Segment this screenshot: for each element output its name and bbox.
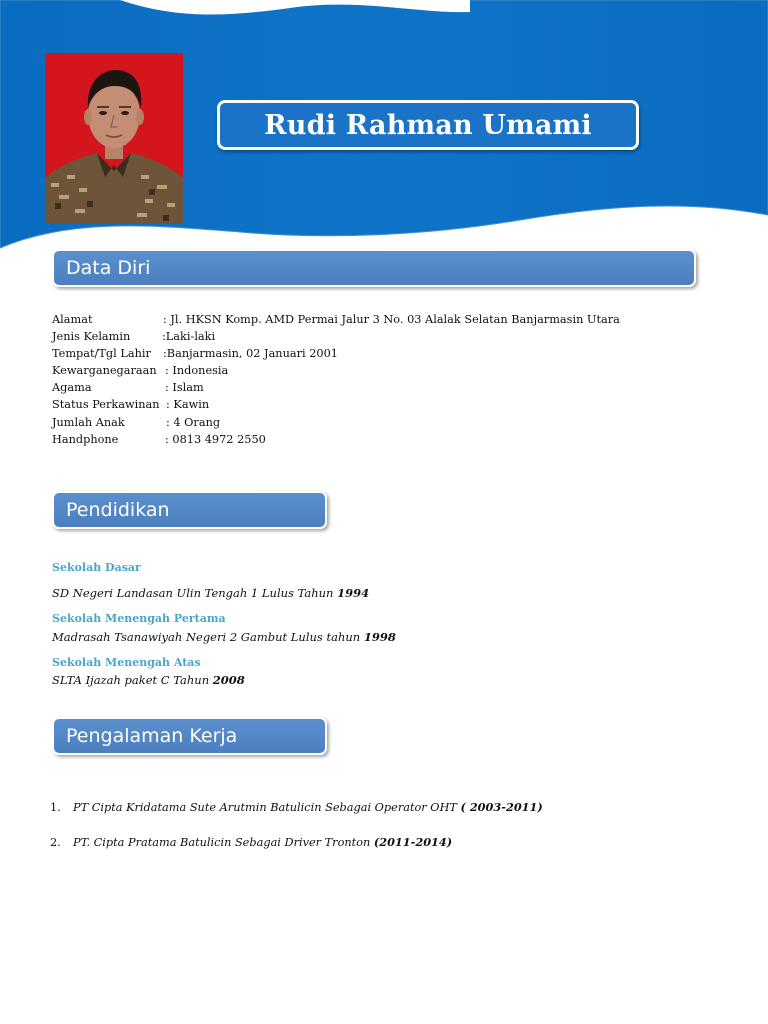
list-number: 2. (50, 836, 61, 849)
personal-data-row (52, 362, 732, 379)
education-school: Madrasah Tsanawiyah Negeri 2 Gambut Lulus tahun (52, 630, 364, 644)
work-experience-period: (2011-2014) (373, 835, 453, 849)
education-level-label: Sekolah Dasar (52, 561, 141, 574)
education-level-label: Sekolah Menengah Pertama (52, 612, 226, 625)
work-experience-item (50, 800, 543, 814)
person-name: Rudi Rahman Umami (264, 109, 592, 141)
personal-data-key: Alamat (52, 313, 93, 326)
section-header-pendidikan (52, 491, 327, 529)
personal-data-key: Jumlah Anak (52, 415, 125, 429)
personal-data-key: Tempat/Tgl Lahir (52, 347, 151, 361)
personal-data-key: Agama (52, 381, 92, 395)
section-header-data-diri (52, 249, 696, 287)
personal-data-row (52, 345, 732, 362)
profile-photo (45, 53, 183, 224)
work-experience-text: PT Cipta Kridatama Sute Arutmin Batulicin Sebagai Operator OHT (73, 801, 461, 814)
personal-data-value: : 0813 4972 2550 (165, 432, 266, 446)
education-school: SD Negeri Landasan Ulin Tengah 1 Lulus Tahun (52, 586, 338, 600)
personal-data-key: Kewarganegaraan (52, 364, 157, 378)
personal-data-value: : Jl. HKSN Komp. AMD Permai Jalur 3 No. 03 Alalak Selatan Banjarmasin Utara (163, 313, 620, 326)
education-entry (52, 630, 396, 644)
education-year: 1998 (363, 630, 396, 644)
personal-data-value: : Kawin (166, 398, 210, 412)
personal-data-row (52, 396, 732, 413)
personal-data-value: : Indonesia (165, 364, 229, 378)
education-year: 1994 (337, 586, 370, 600)
personal-data-row (52, 328, 732, 345)
personal-data-row (52, 311, 732, 328)
name-banner (217, 100, 639, 150)
education-level-label: Sekolah Menengah Atas (52, 656, 201, 669)
personal-data-value: : Islam (165, 381, 204, 395)
personal-data-key: Handphone (52, 432, 119, 446)
section-header-pengalaman-kerja (52, 717, 327, 755)
personal-data-key: Status Perkawinan (52, 398, 160, 412)
personal-data-value: :Laki-laki (162, 330, 216, 344)
personal-data-value: : 4 Orang (166, 415, 221, 429)
section-title-data-diri: Data Diri (66, 257, 151, 279)
personal-data-row (52, 414, 732, 431)
personal-data-value: :Banjarmasin, 02 Januari 2001 (163, 347, 338, 361)
work-experience-text: PT. Cipta Pratama Batulicin Sebagai Driver Tronton (73, 836, 374, 849)
list-number: 1. (50, 801, 61, 814)
education-year: 2008 (212, 673, 245, 687)
personal-data-list (52, 311, 732, 448)
personal-data-key: Jenis Kelamin (52, 330, 131, 344)
education-entry (52, 586, 369, 600)
personal-data-row (52, 379, 732, 396)
education-entry (52, 673, 245, 687)
work-experience-item (50, 835, 452, 849)
education-school: SLTA Ijazah paket C Tahun (52, 673, 213, 687)
personal-data-row (52, 431, 732, 448)
section-title-pendidikan: Pendidikan (66, 499, 170, 521)
work-experience-period: ( 2003-2011) (460, 800, 543, 814)
section-title-pengalaman-kerja: Pengalaman Kerja (66, 725, 238, 747)
